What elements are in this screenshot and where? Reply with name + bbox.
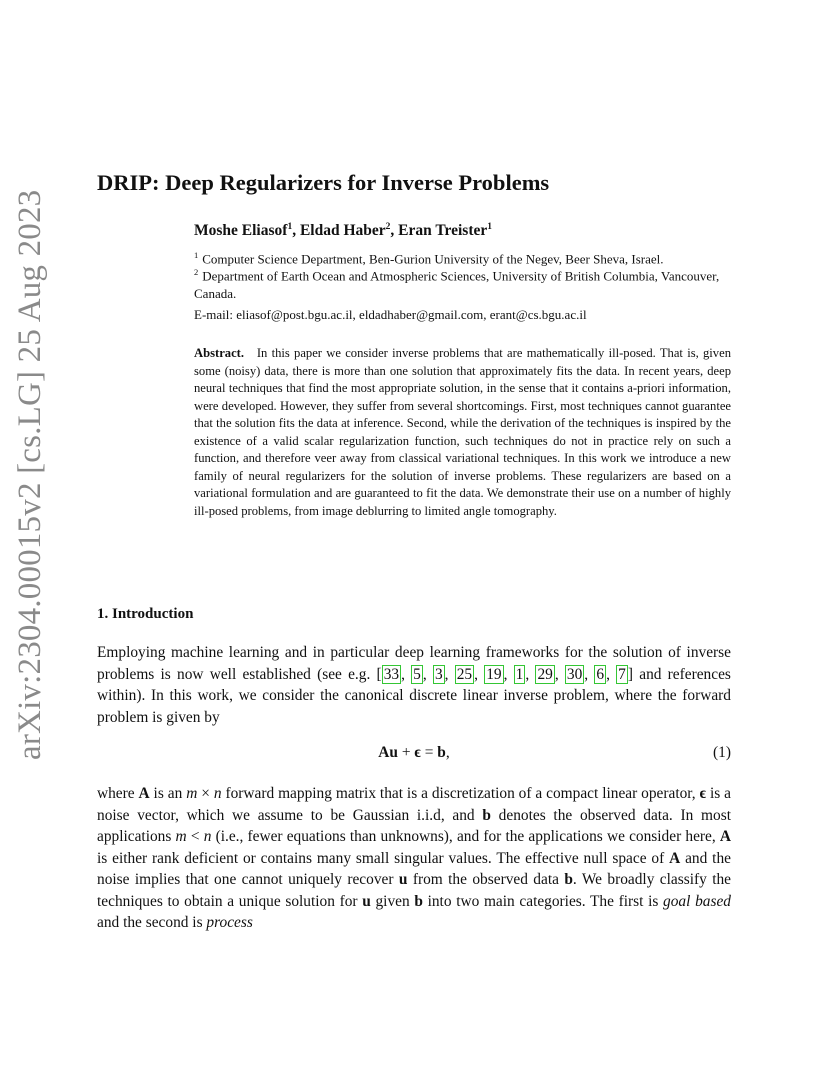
eq-vector-b: b xyxy=(437,744,446,761)
italic-text: m xyxy=(175,828,187,845)
equation-number: (1) xyxy=(713,744,731,761)
body-text: and the second is xyxy=(97,914,207,931)
author-name: Moshe Eliasof xyxy=(194,222,288,240)
author-affiliation-mark: 1 xyxy=(487,222,493,232)
body-text: from the observed data xyxy=(407,871,565,888)
citation-link[interactable]: 30 xyxy=(566,665,583,683)
body-text: and the noise implies that one cannot uniquely recover xyxy=(97,849,731,888)
math-bold-symbol: b xyxy=(482,806,491,824)
intro-text-before-citations: Employing machine learning and in particular deep learning frameworks for the solution of inverse problems is now well established (see e.g. xyxy=(97,644,731,683)
eq-noise-epsilon: ϵ xyxy=(414,744,421,761)
eq-plus: + xyxy=(401,744,411,761)
eq-vector-u: u xyxy=(389,744,398,761)
body-text: is either rank deficient or contains many small singular values. The effective null space of xyxy=(97,849,670,867)
citation-link[interactable]: 25 xyxy=(456,665,473,683)
affiliation-text: Department of Earth Ocean and Atmospheric Sciences, University of British Columbia, Vancouver, Canada. xyxy=(194,268,720,302)
abstract xyxy=(194,345,731,520)
body-text: . We broadly classify the techniques to obtain a unique solution for xyxy=(97,871,732,910)
affiliation-mark: 1 xyxy=(194,250,199,260)
math-bold-symbol: A xyxy=(669,849,681,867)
body-text: into two main categories. The first is xyxy=(422,892,664,910)
body-text: given xyxy=(370,892,415,910)
equation-1 xyxy=(97,744,731,766)
citation-link[interactable]: 33 xyxy=(383,665,400,683)
citation-link[interactable]: 29 xyxy=(537,665,553,683)
italic-text: n xyxy=(213,785,222,802)
author-name: Eldad Haber xyxy=(299,222,386,240)
abstract-text: In this paper we consider inverse problems that are mathematically ill-posed. That is, given some (noisy) data, there is more than one solution that approximately fits the data. In recent years, deep neural techniques that find the most appropriate solution, in the sense that it contains a-priori information, were developed. However, they suffer from several shortcomings. First, most techniques cannot guarantee that the solution fits the data at inference. Second, while the derivation of the techniques is inspired by the existence of a valid scalar regularization function, such techniques do not in practice rely on such a function, and therefore veer away from classical variational techniques. In this work we introduce a new family of neural regularizers for the solution of inverse problems. These regularizers are based on a variational formulation and are guaranteed to fit the data. We demonstrate their use on a number of highly ill-posed problems, from image deblurring to limited angle tomography. xyxy=(194,346,731,518)
affiliation-mark: 2 xyxy=(194,267,199,277)
eq-equals: = xyxy=(424,744,434,761)
arxiv-identifier-stamp: arXiv:2304.00015v2 [cs.LG] 25 Aug 2023 xyxy=(12,189,48,760)
author-affiliation-mark: 2 xyxy=(385,222,391,232)
section-heading-introduction: 1. Introduction xyxy=(97,606,194,622)
body-text: denotes the observed data. In most applications xyxy=(97,806,731,845)
body-text: where xyxy=(97,785,139,802)
body-text: is an xyxy=(149,785,187,802)
body-text: × xyxy=(197,785,214,802)
equation-body xyxy=(97,744,731,762)
intro-text-after-citations: and references within). In this work, we consider the canonical discrete linear inverse problem, where the forward problem is given by xyxy=(97,665,731,726)
author-name: Eran Treister xyxy=(398,222,488,240)
math-bold-symbol: u xyxy=(362,892,371,910)
body-text: is a noise vector, which we assume to be Gaussian i.i.d, and xyxy=(97,785,731,824)
paper-title: DRIP: Deep Regularizers for Inverse Problems xyxy=(97,170,550,195)
citation-list: [ 33 , 5 , 3 , 25 , 19 , 1 , 29 , 30 , 6 , 7 ] xyxy=(376,665,633,683)
author-list: Moshe Eliasof$^1$, Eldad Haber$^2$, Eran Treister$^1$ xyxy=(194,222,493,240)
citation-link[interactable]: 19 xyxy=(486,665,502,683)
italic-text: n xyxy=(203,828,212,845)
body-text: forward mapping matrix that is a discretization of a compact linear operator, xyxy=(221,785,700,802)
citation-link[interactable]: 1 xyxy=(515,665,524,683)
italic-text: goal based xyxy=(663,892,731,910)
citation-link[interactable]: 3 xyxy=(434,665,443,683)
italic-text: process xyxy=(206,914,253,931)
italic-text: m xyxy=(186,785,198,802)
math-bold-symbol: u xyxy=(398,871,408,888)
citation-link[interactable]: 7 xyxy=(618,665,626,683)
abstract-label: Abstract. xyxy=(194,346,245,360)
body-text: (i.e., fewer equations than unknowns), and for the applications we consider here, xyxy=(211,828,720,845)
affiliation-text: Computer Science Department, Ben-Gurion University of the Negev, Beer Sheva, Israel. xyxy=(202,251,664,267)
math-bold-symbol: A xyxy=(719,828,732,845)
contact-email: E-mail: eliasof@post.bgu.ac.il, eldadhaber@gmail.com, erant@cs.bgu.ac.il xyxy=(194,307,587,322)
math-bold-symbol: b xyxy=(564,871,573,888)
math-bold-symbol: A xyxy=(138,785,150,802)
author-affiliation-mark: 1 xyxy=(287,222,293,232)
math-bold-symbol: ϵ xyxy=(699,785,707,802)
intro-paragraph-2 xyxy=(97,783,731,934)
intro-paragraph-1 xyxy=(97,642,731,728)
eq-comma: , xyxy=(445,744,450,761)
body-text: < xyxy=(186,828,204,845)
citation-link[interactable]: 6 xyxy=(596,665,605,683)
math-bold-symbol: b xyxy=(414,892,423,910)
eq-matrix-a: A xyxy=(378,744,390,761)
citation-link[interactable]: 5 xyxy=(413,665,421,683)
affiliation-2 xyxy=(194,263,734,303)
